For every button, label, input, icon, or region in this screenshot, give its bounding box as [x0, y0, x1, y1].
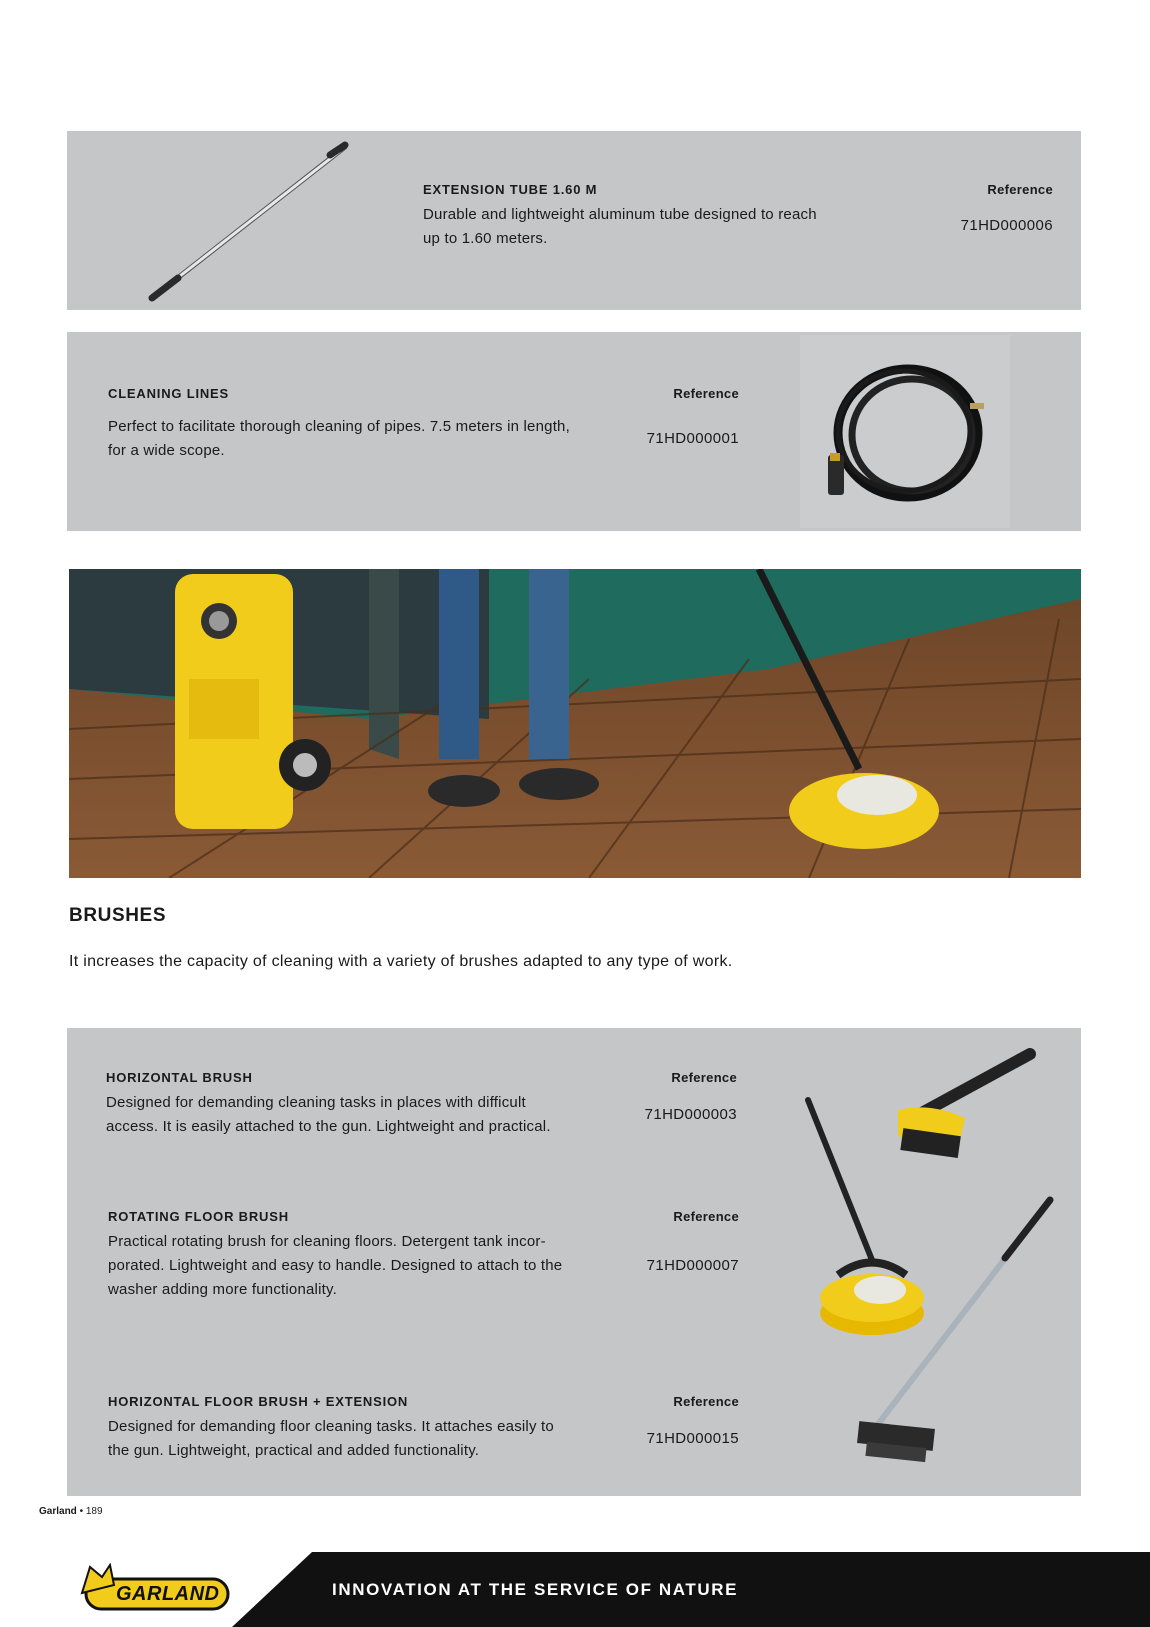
brushes-product-images: [780, 1040, 1080, 1480]
section-intro: It increases the capacity of cleaning with a variety of brushes adapted to any type of work.: [69, 953, 733, 970]
reference-code: 71HD000003: [644, 1106, 737, 1123]
product-title: EXTENSION TUBE 1.60 M: [423, 182, 598, 197]
product-description: Designed for demanding floor cleaning tasks. It attaches easily to the gun. Lightweight, practical and added functionality.: [108, 1418, 554, 1459]
product-description: Perfect to facilitate thorough cleaning of pipes. 7.5 meters in length, for a wide scope.: [108, 418, 570, 459]
section-heading: BRUSHES: [69, 905, 167, 926]
product-description: Designed for demanding cleaning tasks in places with difficult access. It is easily attached to the gun. Lightweight and practical.: [106, 1094, 551, 1135]
logo-text: GARLAND: [116, 1583, 220, 1605]
reference-label: Reference: [673, 386, 739, 401]
product-title: HORIZONTAL BRUSH: [106, 1070, 253, 1085]
reference-label: Reference: [671, 1070, 737, 1085]
footer-tagline: INNOVATION AT THE SERVICE OF NATURE: [332, 1580, 739, 1599]
hero-photo-pressure-washer: [69, 569, 1081, 878]
reference-code: 71HD000007: [646, 1257, 739, 1274]
coiled-hose-image: [820, 355, 1000, 515]
product-title: CLEANING LINES: [108, 386, 229, 401]
reference-label: Reference: [673, 1394, 739, 1409]
reference-code: 71HD000006: [960, 217, 1053, 234]
extension-tube-image: [140, 140, 355, 305]
reference-label: Reference: [673, 1209, 739, 1224]
reference-label: Reference: [987, 182, 1053, 197]
product-title: HORIZONTAL FLOOR BRUSH + EXTENSION: [108, 1394, 409, 1409]
product-title: ROTATING FLOOR BRUSH: [108, 1209, 289, 1224]
footer-separator: •: [79, 1506, 84, 1517]
garland-logo: [80, 1563, 230, 1615]
reference-code: 71HD000001: [646, 430, 739, 447]
product-description: Practical rotating brush for cleaning floors. Detergent tank incor- porated. Lightweight and easy to handle. Designed to attach to the washer adding more functionality.: [108, 1233, 563, 1298]
footer-brand: Garland: [39, 1506, 77, 1517]
page-footer-label: [39, 1506, 103, 1517]
reference-code: 71HD000015: [646, 1430, 739, 1447]
page-number: 189: [85, 1506, 103, 1517]
product-description: Durable and lightweight aluminum tube designed to reach up to 1.60 meters.: [423, 206, 817, 247]
